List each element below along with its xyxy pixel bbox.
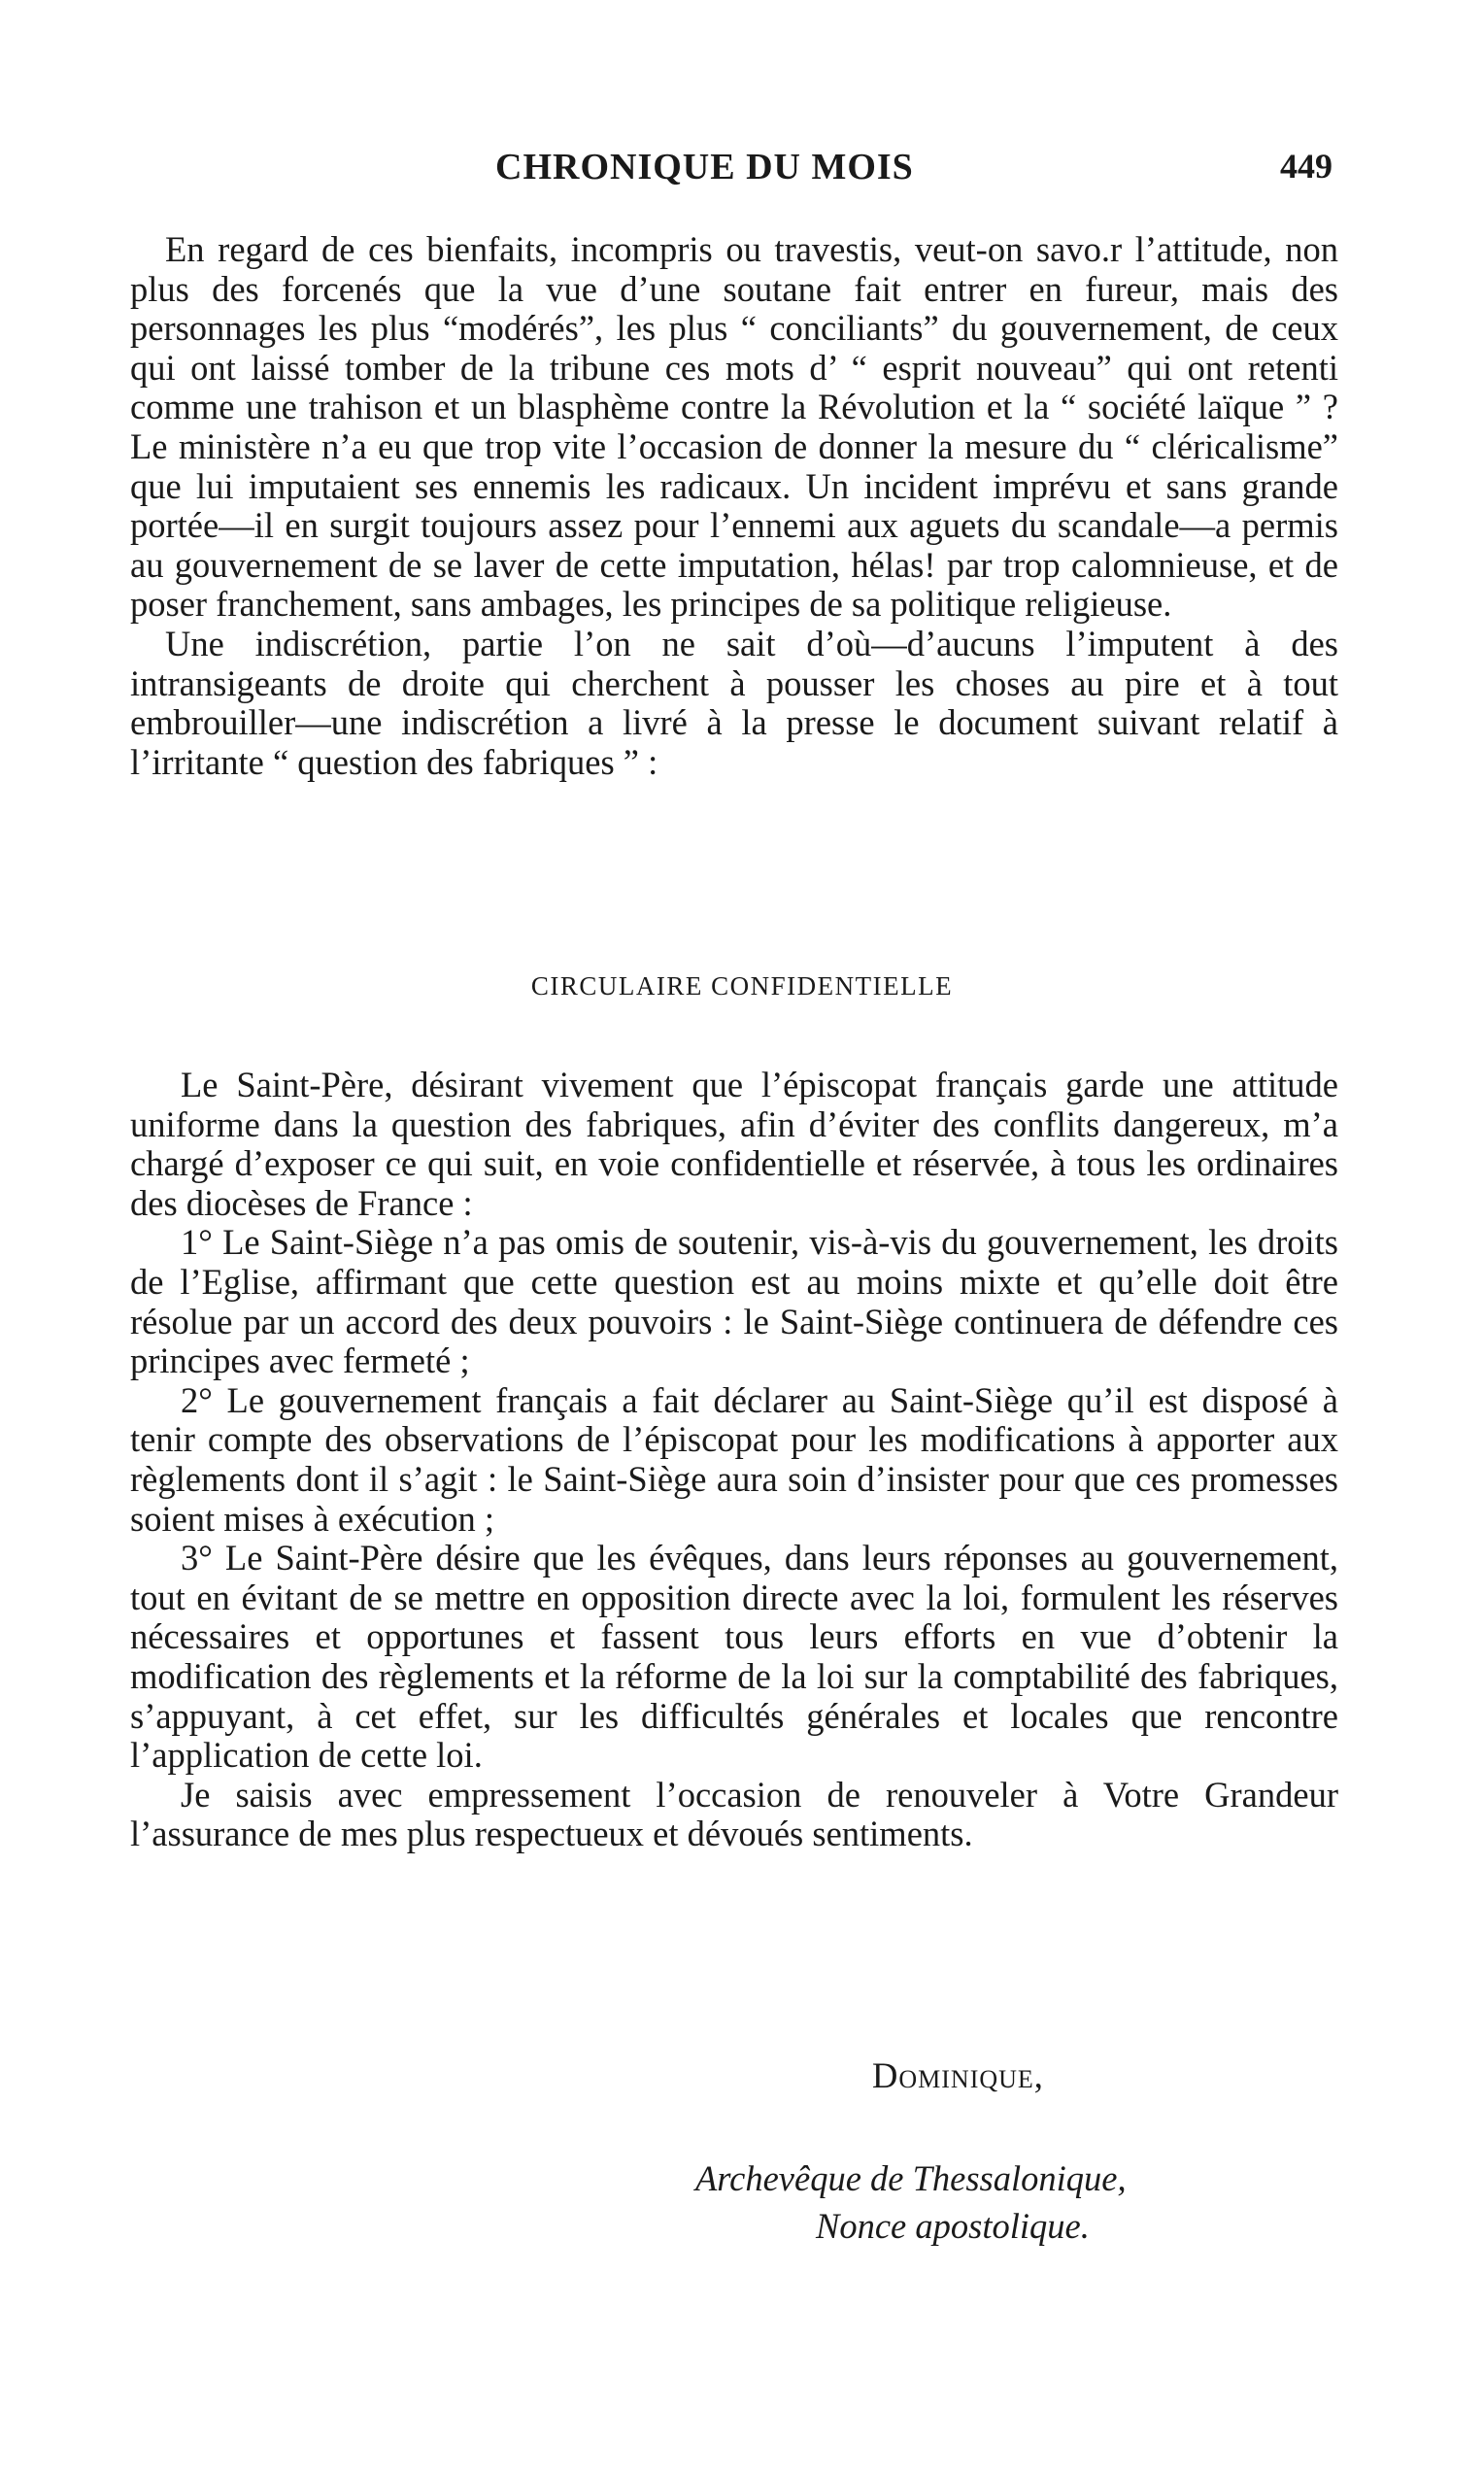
intro-paragraph: En regard de ces bienfaits, incompris ou travestis, veut-on savo.r l’attitude, non plus des forcenés que la vue d’une soutane fait entrer en fureur, mais des personnages les plus “modérés”, les plus “ conciliants” du gouvernement, de ceux qui ont laissé tomber de la tribune ces mots d’ “ esprit nouveau” qui ont retenti comme une trahison et un blasphème contre la Révolution et la “ société laïque ” ? Le ministère n’a eu que trop vite l’occasion de donner la mesure du “ cléricalisme” que lui imputaient ses ennemis les radicaux. Un incident imprévu et sans grande portée—il en surgit toujours assez pour l’ennemi aux aguets du scandale—a permis au gouvernement de se laver de cette imputation, hélas! par trop calomnieuse, et de poser franchement, sans ambages, les principes de sa politique religieuse. — [130, 229, 1338, 625]
circular-heading: CIRCULAIRE CONFIDENTIELLE — [530, 971, 954, 1001]
letter-paragraph: Le Saint-Père, désirant vivement que l’épiscopat français garde une attitude uniforme dans la question des fabriques, afin d’éviter des conflits dangereux, m’a chargé d’exposer ce qui suit, en voie confidentielle et réservée, à tous les ordinaires des diocèses de France : — [130, 1065, 1338, 1223]
circular-letter — [130, 1066, 1338, 1854]
letter-point-2: 2° Le gouvernement français a fait déclarer au Saint-Siège qu’il est disposé à tenir compte des observations de l’épiscopat pour les modifications à apporter aux règlements dont il s’agit : le Saint-Siège aura soin d’insister pour que ces promesses soient mises à exécution ; — [130, 1379, 1338, 1539]
running-head — [0, 146, 1484, 194]
intro-text — [130, 230, 1338, 782]
letter-point-3: 3° Le Saint-Père désire que les évêques, dans leurs réponses au gouvernement, tout en évitant de se mettre en opposition directe avec la loi, formulent les réserves nécessaires et opportunes et fassent tous leurs efforts en vue d’obtenir la modification des règlements et la réforme de la loi sur la comptabilité des fabriques, s’appuyant, à cet effet, sur les difficultés générales et locales que rencontre l’application de cette loi. — [130, 1538, 1338, 1776]
letter-point-1: 1° Le Saint-Siège n’a pas omis de soutenir, vis-à-vis du gouvernement, les droits de l’Eglise, affirmant que cette question est au moins mixte et qu’elle doit être résolue par un accord des deux pouvoirs : le Saint-Siège continuera de défendre ces principes avec fermeté ; — [130, 1222, 1338, 1381]
running-title: CHRONIQUE DU MOIS — [495, 147, 914, 187]
intro-paragraph: Une indiscrétion, partie l’on ne sait d’où—d’aucuns l’imputent à des intransigeants de droite qui cherchent à pousser les choses au pire et à tout embrouiller—une indiscrétion a livré à la presse le document suivant relatif à l’irritante “ question des fabriques ” : — [130, 623, 1338, 782]
letter-closing: Je saisis avec empressement l’occasion de renouveler à Votre Grandeur l’assurance de mes plus respectueux et dévoués sentiments. — [130, 1774, 1338, 1854]
signatory-name: Dominique, — [872, 2055, 1044, 2095]
signatory-title: Archevêque de Thessalonique, — [695, 2158, 1127, 2198]
signatory-office: Nonce apostolique. — [816, 2206, 1090, 2246]
page-number: 449 — [1280, 147, 1332, 186]
